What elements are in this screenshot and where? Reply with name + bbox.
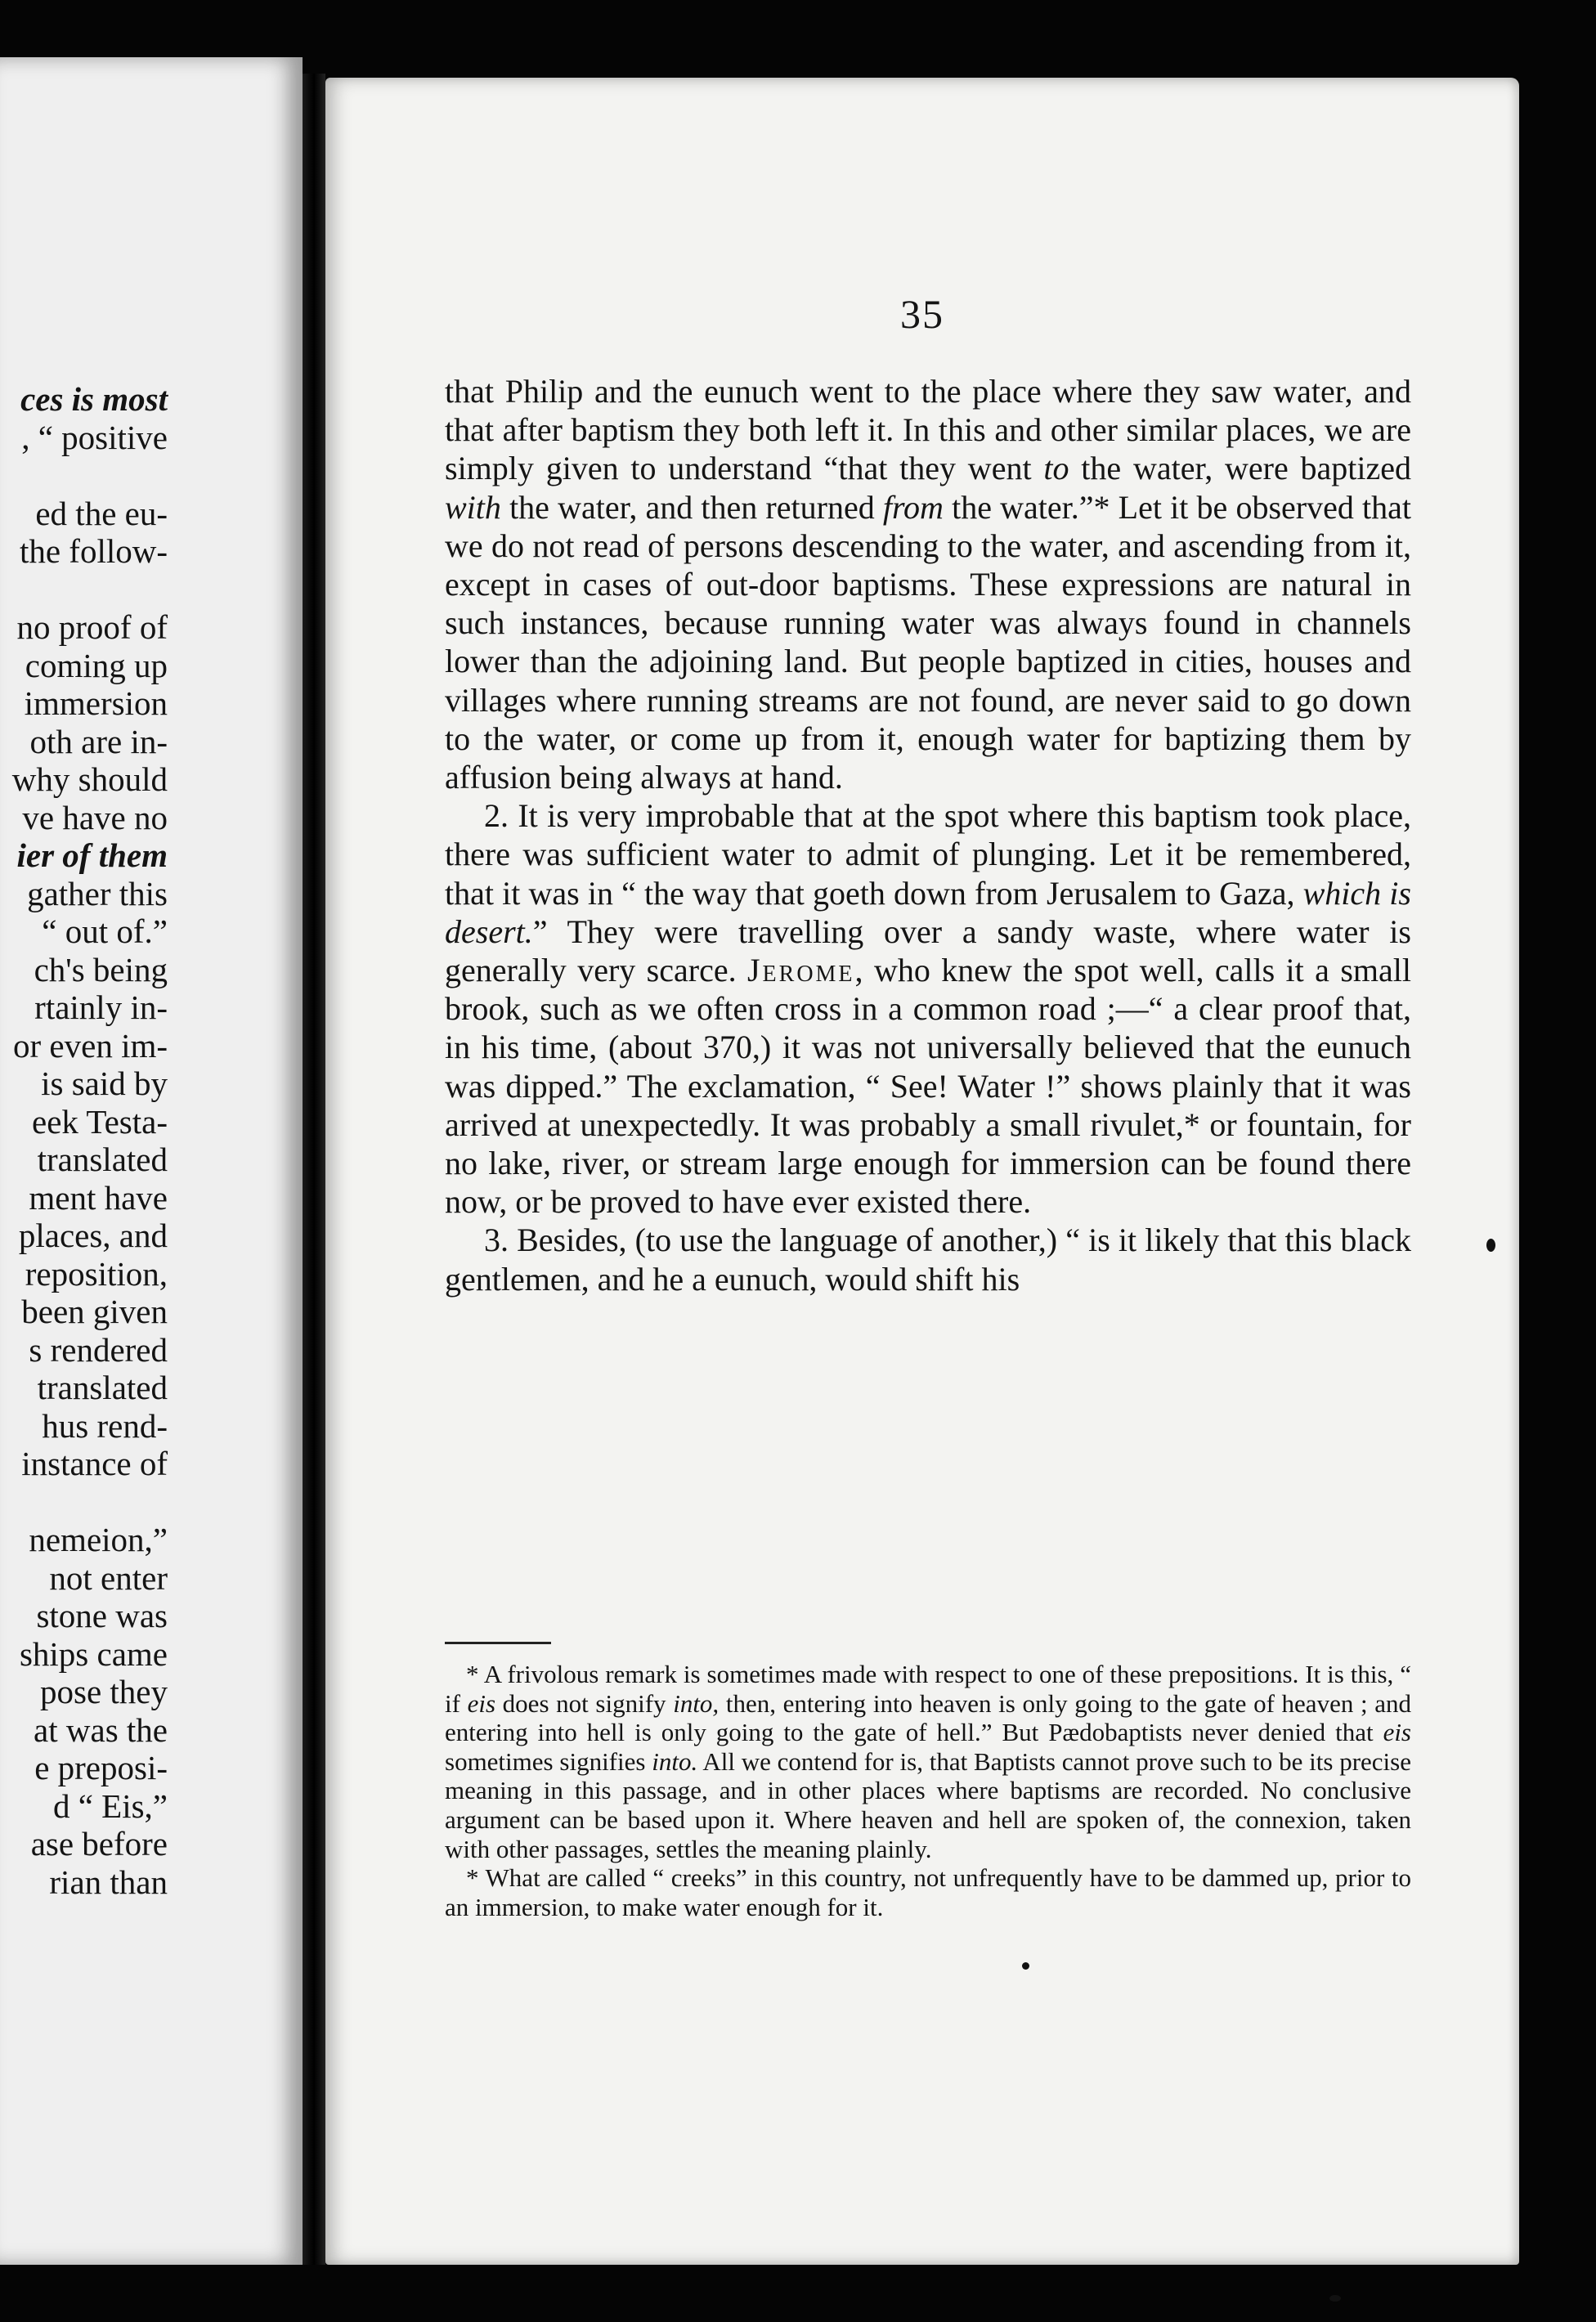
left-page-line: hus rend- <box>42 1406 168 1445</box>
ink-speck <box>1022 1962 1029 1970</box>
left-page-line: gather this <box>27 874 168 912</box>
left-facing-page <box>0 57 303 2265</box>
left-page-line: ships came <box>19 1634 168 1673</box>
left-page-line: nemeion,” <box>29 1521 168 1558</box>
left-page-line <box>0 456 168 495</box>
left-page-line: translated <box>37 1369 168 1406</box>
left-page-line: rtainly in- <box>34 988 168 1026</box>
left-page-line: ier of them <box>16 836 168 874</box>
left-page-line: d “ Eis,” <box>52 1786 168 1825</box>
left-page-line: no proof of <box>16 608 168 646</box>
left-page-line: oth are in- <box>29 722 168 760</box>
left-page-line: is said by <box>41 1065 168 1102</box>
left-page-line: why should <box>11 760 168 798</box>
left-page-line: translated <box>37 1141 168 1178</box>
left-page-line: eek Testa- <box>32 1102 168 1141</box>
left-page-line: at was the <box>34 1710 168 1749</box>
left-page-line: , “ positive <box>21 418 168 456</box>
left-page-line: been given <box>21 1293 168 1330</box>
small-caps-name: Jerome <box>746 952 855 989</box>
left-page-line: ch's being <box>34 950 168 988</box>
left-page-text-fragments <box>0 380 168 1901</box>
left-page-line: or even im- <box>13 1026 168 1065</box>
paragraph-1: that Philip and the eunuch went to the place where they saw water, and that after baptism they both left it. In this and other similar places, we are simply given to understand “that they went to the water, were baptized with the water, and then returned from the water.”* Let it be observed that we do not read of persons descending to the water, and ascending from it, except in cases of out-door baptisms. These expressions are natural in such instances, because running water was always found in channels lower than the adjoining land. But people baptized in cities, houses and villages where running streams are not found, are never said to go down to the water, or come up from it, enough water for baptizing them by affusion being always at hand. <box>445 373 1412 796</box>
left-page-line: e preposi- <box>34 1749 168 1786</box>
ink-speck <box>1329 2295 1341 2302</box>
left-page-line: pose they <box>40 1673 168 1710</box>
left-page-line: ve have no <box>22 798 168 836</box>
book-gutter <box>303 74 325 2265</box>
left-page-line: ed the eu- <box>35 494 168 532</box>
left-page-line: ces is most <box>20 380 168 418</box>
main-text-column <box>445 372 1411 1298</box>
left-page-line: not enter <box>49 1558 168 1597</box>
left-page-line: s rendered <box>29 1330 168 1369</box>
paragraph-3: 3. Besides, (to use the language of another,) “ is it likely that this black gentlemen, and he a eunuch, would shift his <box>445 1222 1411 1298</box>
left-page-line: immersion <box>24 684 168 722</box>
left-page-line: rian than <box>49 1863 168 1901</box>
left-page-line: instance of <box>21 1445 168 1482</box>
left-page-line: “ out of.” <box>42 912 168 950</box>
left-page-line: coming up <box>25 646 168 684</box>
footnote-2: * What are called “ creeks” in this country, not unfrequently have to be dammed up, prior to an immersion, to make water enough for it. <box>445 1863 1411 1921</box>
left-page-line: ase before <box>30 1825 168 1863</box>
footnotes <box>445 1660 1411 1921</box>
left-page-line: ment have <box>29 1178 168 1217</box>
left-page-line: the follow- <box>19 532 168 570</box>
left-page-line: places, and <box>18 1217 168 1254</box>
right-page <box>325 78 1519 2265</box>
left-page-line: reposition, <box>25 1254 168 1293</box>
left-page-line: stone was <box>36 1597 168 1634</box>
footnote-separator-rule <box>445 1642 551 1644</box>
paragraph-2: 2. It is very improbable that at the spot where this baptism took place, there was sufficient water to admit of plunging. Let it be remembered, that it was in “ the way that goeth down from Jerusalem to Gaza, which is desert.” They were travelling over a sandy waste, where water is generally very scarce. Jerome, who knew the spot well, calls it a small brook, such as we often cross in a common road ;—“ a clear proof that, in his time, (about 370,) it was not universally believed that the eunuch was dipped.” The exclamation, “ See! Water !” shows plainly that it was arrived at unexpectedly. It was probably a small rivulet,* or fountain, for no lake, river, or stream large enough for immersion can be found there now, or be proved to have ever existed there. <box>445 797 1411 1221</box>
footnote-1: * A frivolous remark is sometimes made with respect to one of these prepositions. It is this, “ if eis does not signify into, then, entering into heaven is only going to the gate of heaven ; and entering into hell is only going to the gate of hell.” But Pædobaptists never denied that eis sometimes signifies into. All we contend for is, that Baptists cannot prove such to be its precise meaning in this passage, and in other places where baptisms are recorded. No conclusive argument can be based upon it. Where heaven and hell are spoken of, the connexion, taken with other passages, settles the meaning plainly. <box>445 1660 1412 1863</box>
left-page-line <box>0 1483 168 1522</box>
left-page-line <box>0 571 168 609</box>
ink-speck <box>1486 1239 1495 1252</box>
page-number: 35 <box>900 291 944 337</box>
